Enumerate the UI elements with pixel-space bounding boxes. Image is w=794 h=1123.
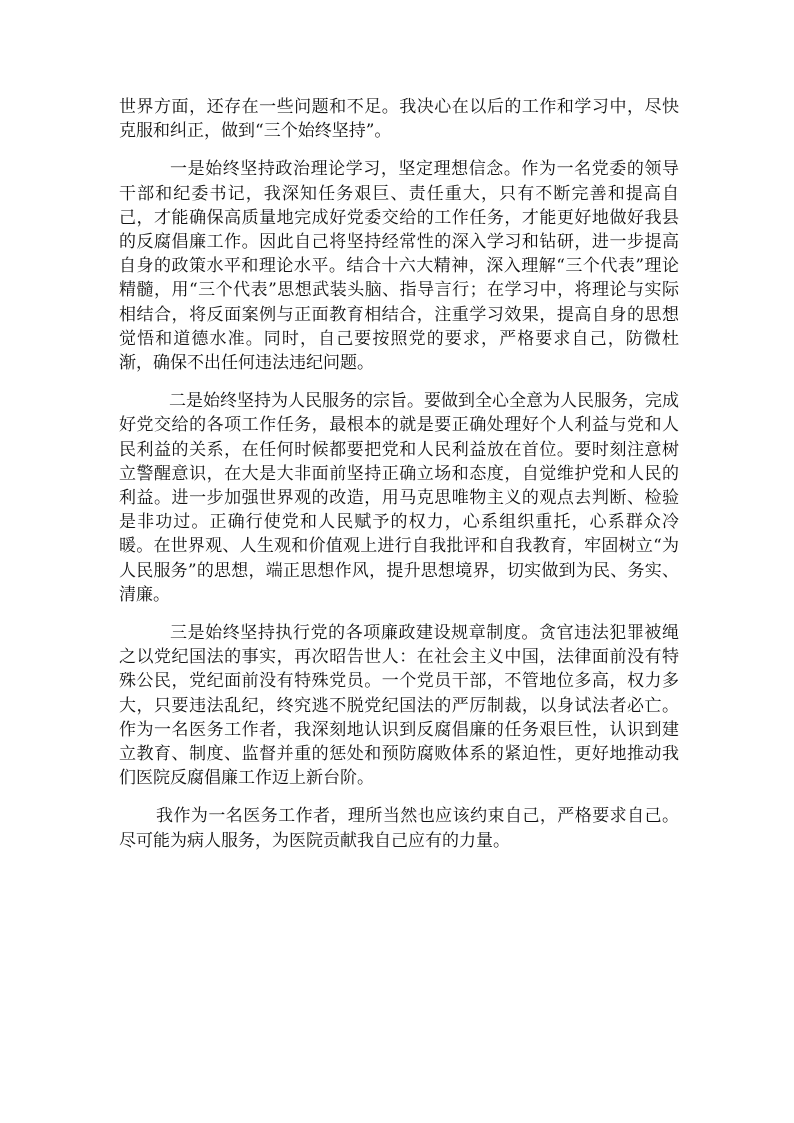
paragraph-anti-corruption: 三是始终坚持执行党的各项廉政建设规章制度。贪官违法犯罪被绳之以党纪国法的事实，再次昭告世人：在社会主义中国，法律面前没有特殊公民，党纪面前没有特殊党员。一个党员干部，不管地位多高，权力多大，只要违法乱纪，终究逃不脱党纪国法的严厉制裁，以身试法者必亡。作为一名医务工作者，我深刻地认识到反腐倡廉的任务艰巨性，认识到建立教育、制度、监督并重的惩处和预防腐败体系的紧迫性，更好地推动我们医院反腐倡廉工作迈上新台阶。 <box>119 623 679 789</box>
paragraph-serve-people: 二是始终坚持为人民服务的宗旨。要做到全心全意为人民服务，完成好党交给的各项工作任务，最根本的就是要正确处理好个人利益与党和人民利益的关系，在任何时候都要把党和人民利益放在首位。要时刻注意树立警醒意识，在大是大非面前坚持正确立场和态度，自觉维护党和人民的利益。进一步加强世界观的改造，用马克思唯物主义的观点去判断、检验是非功过。正确行使党和人民赋予的权力，心系组织重托，心系群众冷暖。在世界观、人生观和价值观上进行自我批评和自我教育，牢固树立“为人民服务”的思想，端正思想作风，提升思想境界，切实做到为民、务实、清廉。 <box>119 391 679 605</box>
paragraph-intro: 世界方面，还存在一些问题和不足。我决心在以后的工作和学习中，尽快克服和纠正，做到“三个始终坚持”。 <box>119 97 679 142</box>
document-page <box>119 95 679 853</box>
paragraph-conclusion: 我作为一名医务工作者，理所当然也应该约束自己，严格要求自己。尽可能为病人服务，为医院贡献我自己应有的力量。 <box>119 806 679 851</box>
paragraph-political-theory: 一是始终坚持政治理论学习，坚定理想信念。作为一名党委的领导干部和纪委书记，我深知任务艰巨、责任重大，只有不断完善和提高自己，才能确保高质量地完成好党委交给的工作任务，才能更好地做好我县的反腐倡廉工作。因此自己将坚持经常性的深入学习和钻研，进一步提高自身的政策水平和理论水平。结合十六大精神，深入理解“三个代表”理论精髓，用“三个代表”思想武装头脑、指导言行；在学习中，将理论与实际相结合，将反面案例与正面教育相结合，注重学习效果，提高自身的思想觉悟和道德水准。同时，自己要按照党的要求，严格要求自己，防微杜渐，确保不出任何违法违纪问题。 <box>119 159 679 374</box>
